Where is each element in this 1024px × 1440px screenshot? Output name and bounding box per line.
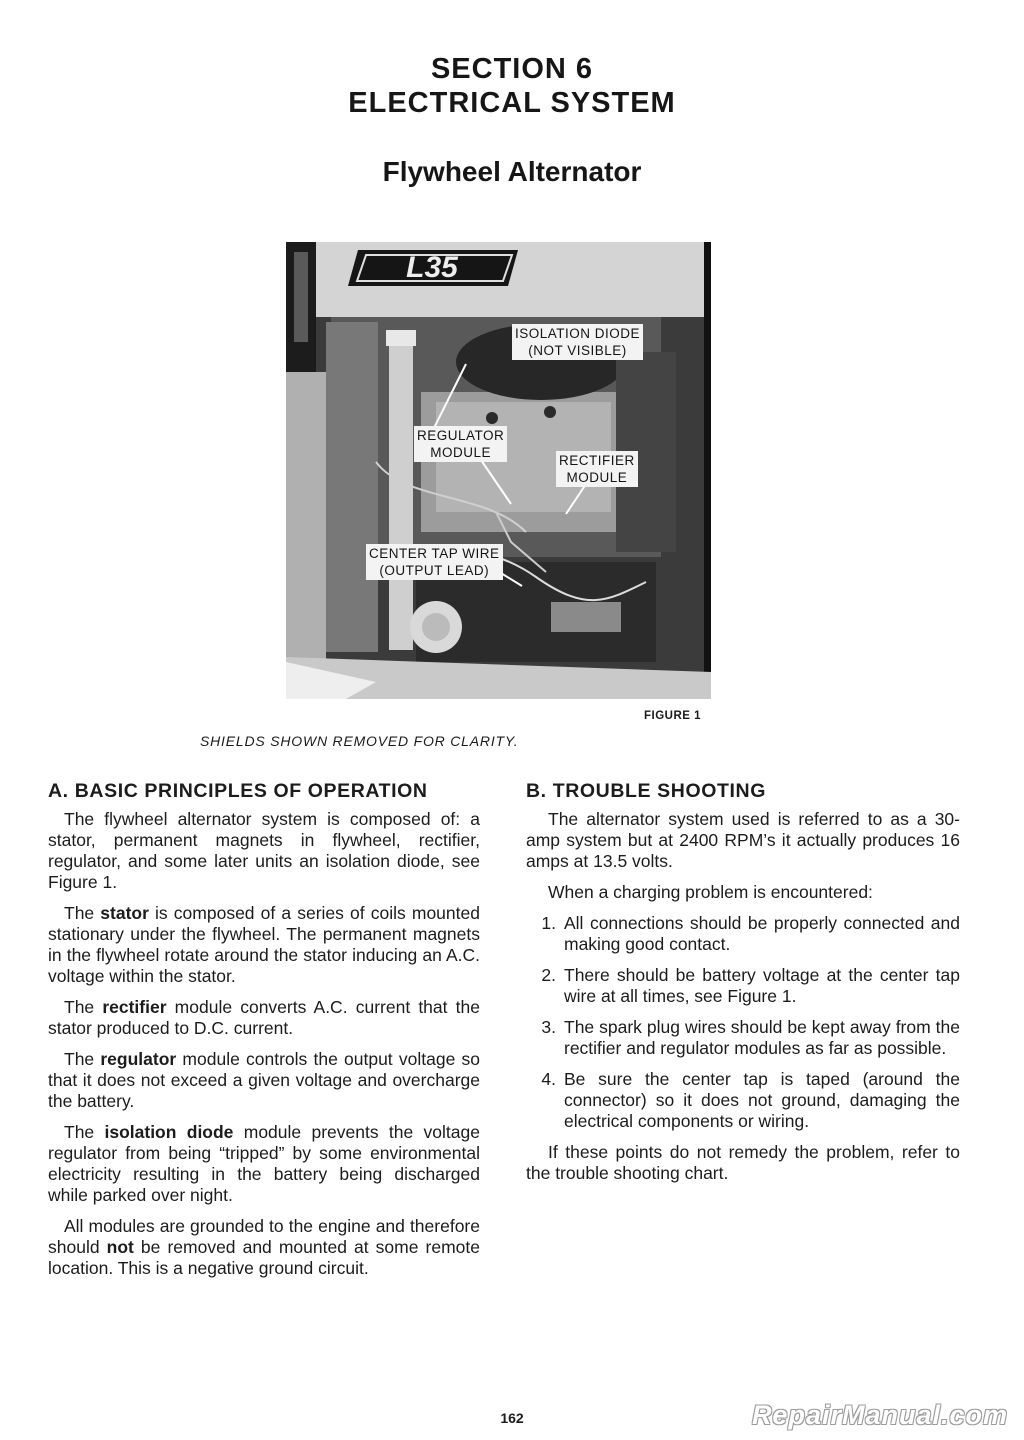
callout-regulator-module-line1: REGULATOR	[417, 428, 505, 443]
callout-rectifier-module	[556, 451, 638, 487]
model-badge	[348, 250, 518, 286]
subsection-title: Flywheel Alternator	[382, 156, 642, 187]
troubleshooting-step	[526, 913, 960, 955]
callout-rectifier-module-line1: RECTIFIER	[559, 453, 635, 468]
engine-photo-illustration	[286, 242, 711, 699]
step-text: All connections should be properly connected and making good contact.	[564, 913, 960, 954]
section-a-paragraph-stator	[48, 903, 480, 987]
step-number: 3.	[541, 1017, 556, 1037]
section-a-paragraph-grounding	[48, 1216, 480, 1279]
section-b-paragraph-3: If these points do not remedy the problem, refer to the trouble shooting chart.	[526, 1142, 960, 1183]
section-a-paragraph-isolation-diode	[48, 1122, 480, 1206]
section-b-paragraph-1: The alternator system used is referred to as a 30-amp system but at 2400 RPM’s it actually produces 16 amps at 13.5 volts.	[526, 809, 960, 871]
section-number: SECTION 6	[430, 53, 594, 85]
troubleshooting-step	[526, 1017, 960, 1059]
step-text: There should be battery voltage at the center tap wire at all times, see Figure 1.	[564, 965, 960, 1006]
troubleshooting-step	[526, 1069, 960, 1132]
page-header	[0, 52, 1024, 120]
regulator-term: regulator	[100, 1049, 177, 1069]
rectifier-lead: The	[64, 997, 103, 1017]
stator-lead: The	[64, 903, 101, 923]
grounding-lead: All modules are grounded to the engine and therefore should	[48, 1216, 480, 1257]
troubleshooting-step	[526, 965, 960, 1007]
callout-isolation-diode-line1: ISOLATION DIODE	[515, 326, 641, 341]
callout-isolation-diode	[512, 324, 643, 360]
figure-photo	[286, 242, 711, 699]
stator-text: is composed of a series of coils mounted stationary under the flywheel. The permanent magnets in the flywheel rotate around the stator inducing an A.C. voltage within the stator.	[48, 903, 480, 986]
isolation-diode-lead: The	[64, 1122, 105, 1142]
step-text: The spark plug wires should be kept away from the rectifier and regulator modules as far as possible.	[564, 1017, 960, 1058]
step-text: Be sure the center tap is taped (around the connector) so it does not ground, damaging the electrical components or wiring.	[564, 1069, 960, 1131]
section-b-column	[526, 778, 960, 1194]
figure-caption: SHIELDS SHOWN REMOVED FOR CLARITY.	[200, 733, 519, 749]
callout-rectifier-module-line2: MODULE	[566, 470, 628, 485]
callout-center-tap-wire-line2: (OUTPUT LEAD)	[379, 563, 490, 578]
step-number: 1.	[541, 913, 556, 933]
callout-regulator-module-line2: MODULE	[430, 445, 492, 460]
step-number: 4.	[541, 1069, 556, 1089]
section-a-heading: A. BASIC PRINCIPLES OF OPERATION	[48, 780, 428, 802]
isolation-diode-text: module prevents the voltage regulator from being “tripped” by some environmental electricity resulting in the battery being discharged while parked over night.	[48, 1122, 480, 1205]
callout-regulator-module	[414, 426, 507, 462]
isolation-diode-term: isolation diode	[104, 1122, 234, 1142]
model-badge-text: L35	[406, 251, 458, 284]
section-a-paragraph-regulator	[48, 1049, 480, 1112]
stator-term: stator	[100, 903, 149, 923]
section-a-paragraph-rectifier	[48, 997, 480, 1039]
watermark-logo: RepairManual.com	[751, 1400, 1008, 1430]
troubleshooting-steps	[526, 913, 960, 1132]
callout-isolation-diode-line2: (NOT VISIBLE)	[528, 343, 627, 358]
regulator-lead: The	[64, 1049, 101, 1069]
callout-center-tap-wire-line1: CENTER TAP WIRE	[369, 546, 500, 561]
grounding-term: not	[106, 1237, 134, 1257]
page-number: 162	[500, 1410, 524, 1426]
section-name: ELECTRICAL SYSTEM	[348, 87, 676, 119]
step-number: 2.	[541, 965, 556, 985]
section-a-paragraph-1: The flywheel alternator system is composed of: a stator, permanent magnets in flywheel, rectifier, regulator, and some later units an isolation diode, see Figure 1.	[48, 809, 480, 892]
rectifier-text: module converts A.C. current that the stator produced to D.C. current.	[48, 997, 480, 1038]
regulator-text: module controls the output voltage so that it does not exceed a given voltage and overcharge the battery.	[48, 1049, 480, 1111]
section-b-heading: B. TROUBLE SHOOTING	[526, 780, 766, 802]
grounding-text: be removed and mounted at some remote location. This is a negative ground circuit.	[48, 1237, 480, 1278]
section-b-paragraph-2: When a charging problem is encountered:	[548, 882, 873, 902]
callout-center-tap-wire	[366, 544, 503, 580]
section-a-column	[48, 778, 480, 1289]
figure-label: FIGURE 1	[644, 710, 702, 722]
rectifier-term: rectifier	[102, 997, 167, 1017]
